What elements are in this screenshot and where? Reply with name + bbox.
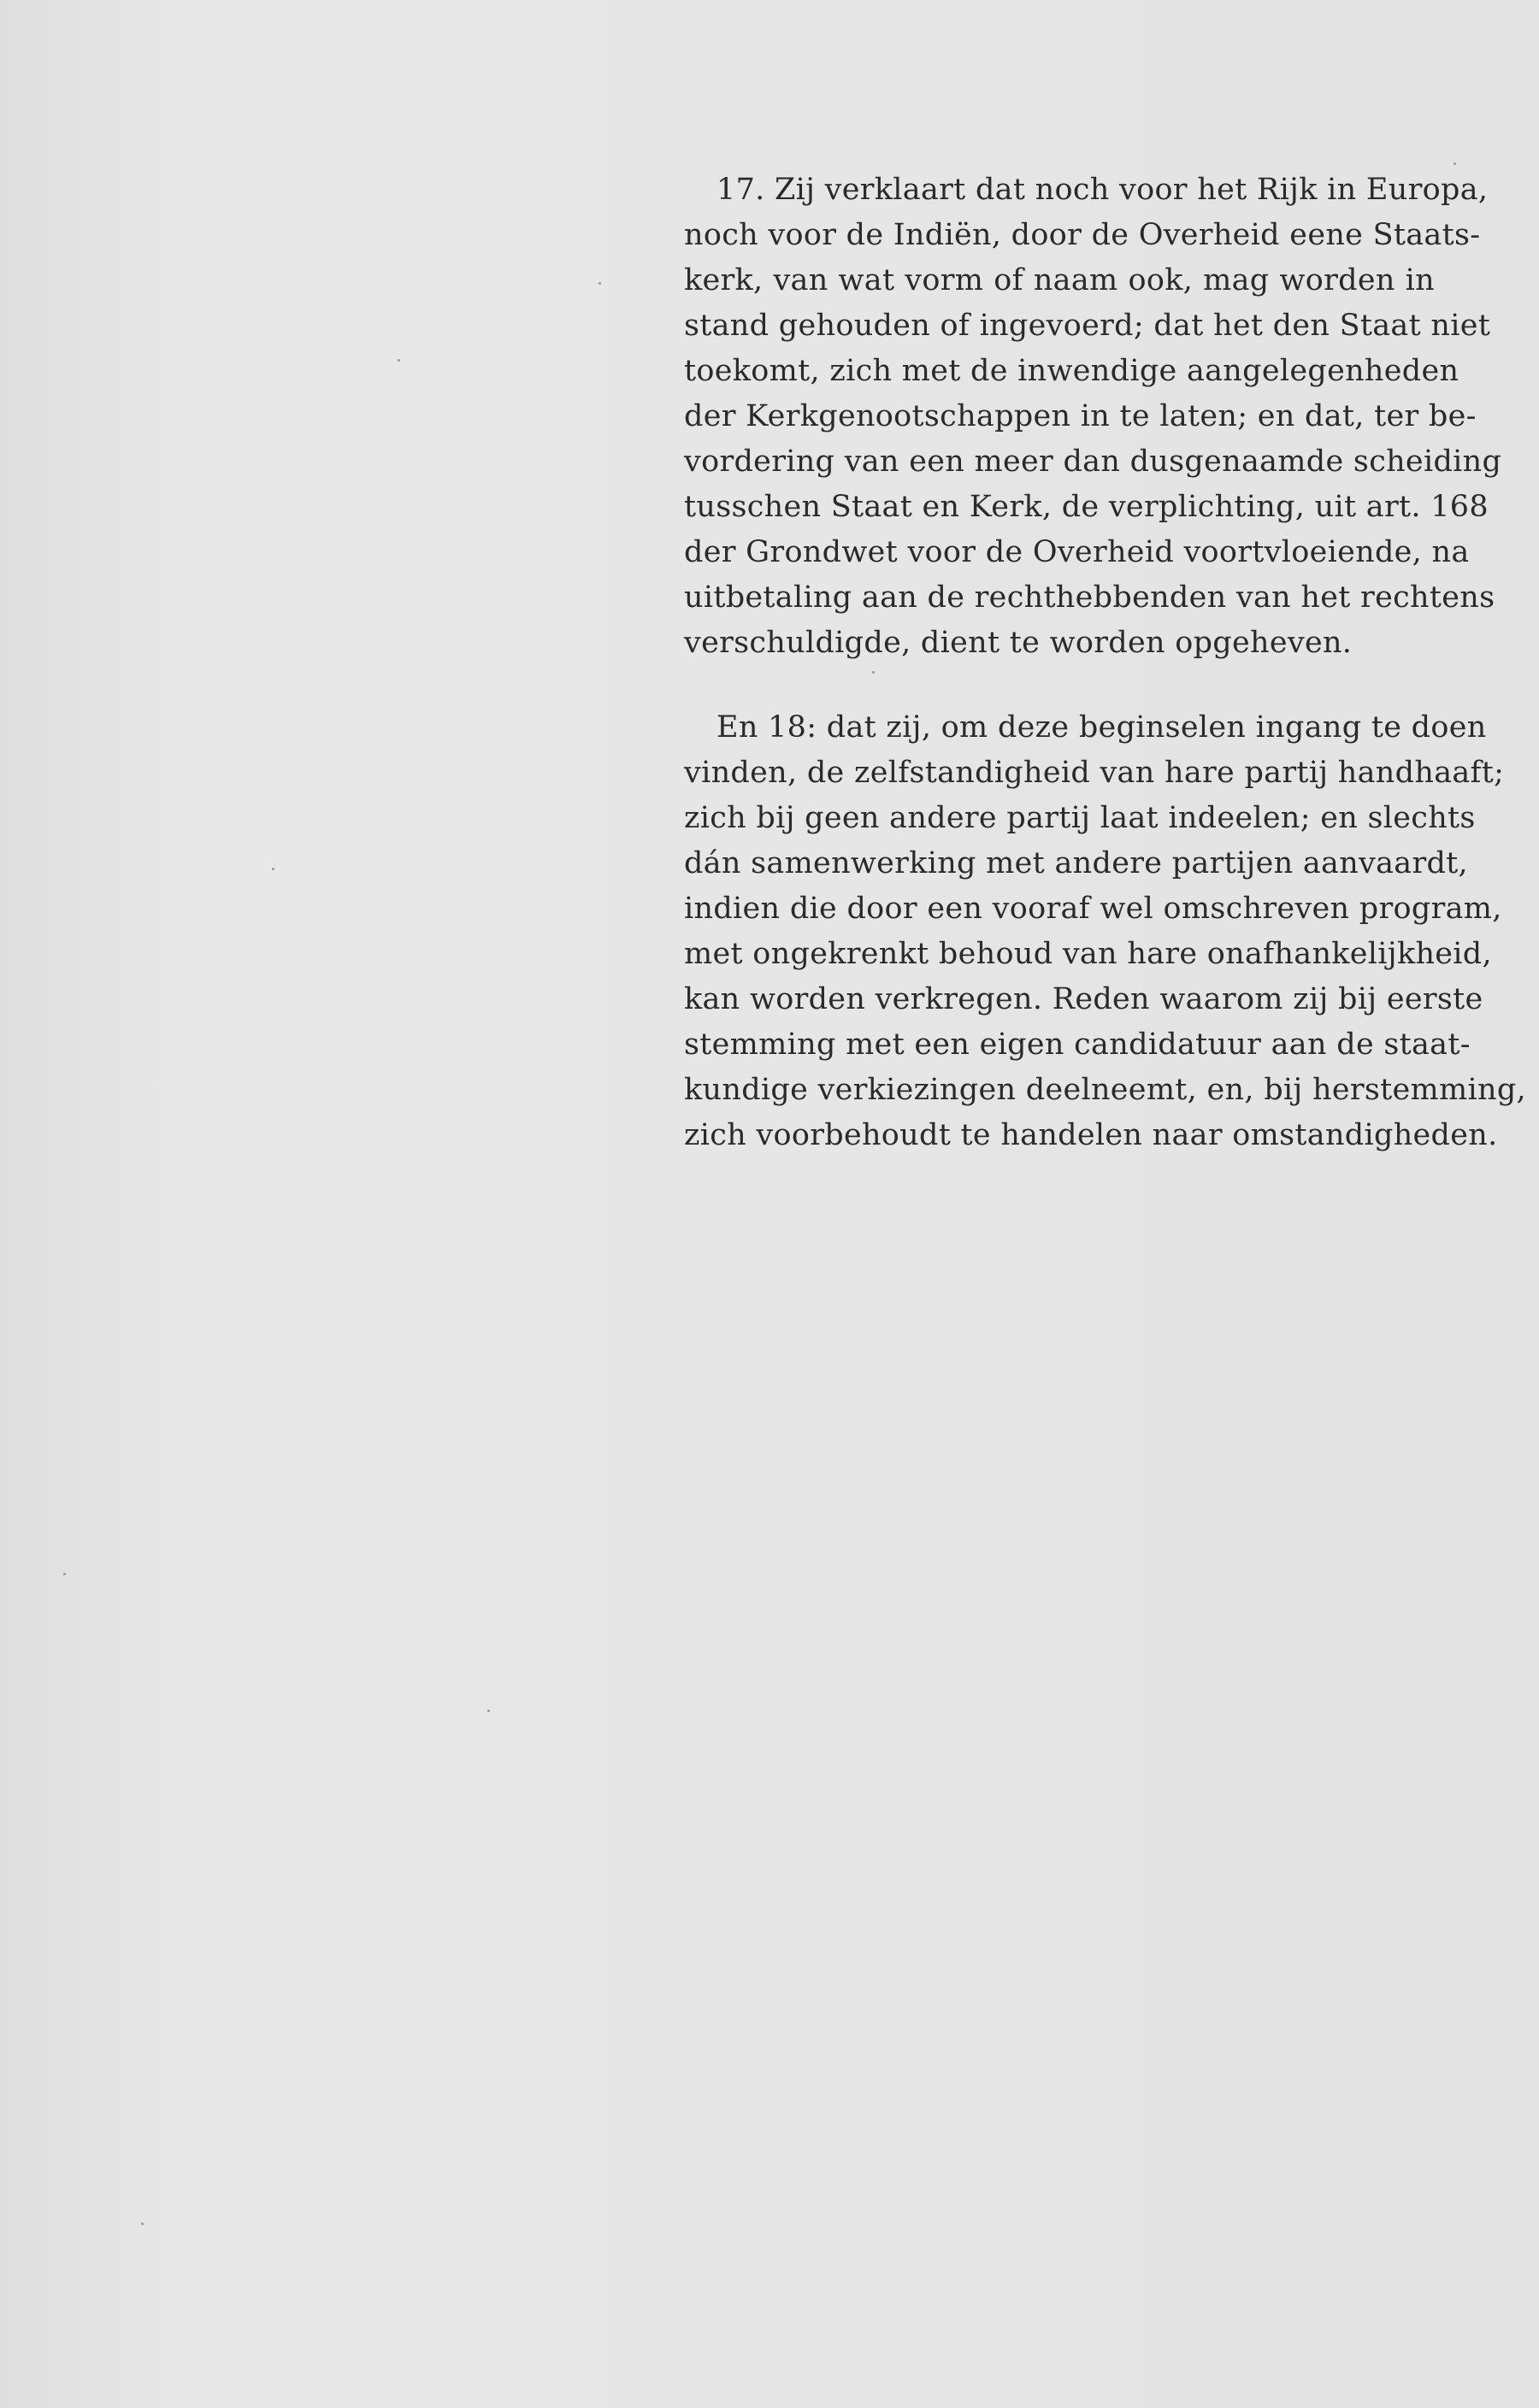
paper-speck	[398, 359, 400, 362]
article-17-paragraph	[684, 168, 1502, 666]
article-17-line-3: kerk, van wat vorm of naam ook, mag worden in	[684, 263, 1435, 297]
paper-speck	[63, 1573, 66, 1575]
article-17-line-8: tusschen Staat en Kerk, de verplichting, uit art. 168	[684, 490, 1489, 524]
paper-speck	[598, 282, 601, 285]
paper-speck	[487, 1710, 490, 1712]
article-18-line-2: vinden, de zelfstandigheid van hare partij handhaaft;	[684, 756, 1505, 790]
article-17-line-2: noch voor de Indiën, door de Overheid eene Staats-	[684, 218, 1481, 252]
article-18-line-7: kan worden verkregen. Reden waarom zij bij eerste	[684, 982, 1483, 1016]
article-18-line-6: met ongekrenkt behoud van hare onafhankelijkheid,	[684, 937, 1492, 971]
article-18-line-10: zich voorbehoudt te handelen naar omstandigheden.	[684, 1118, 1498, 1152]
article-17-line-11: verschuldigde, dient te worden opgeheven.	[684, 626, 1353, 660]
article-18-line-5: indien die door een vooraf wel omschreven program,	[684, 892, 1502, 926]
paper-speck	[141, 2223, 144, 2225]
article-17-line-10: uitbetaling aan de rechthebbenden van het rechtens	[684, 580, 1495, 615]
article-18-line-9: kundige verkiezingen deelneemt, en, bij herstemming,	[684, 1073, 1526, 1107]
paper-speck	[1454, 162, 1456, 165]
article-17-line-6: der Kerkgenootschappen in te laten; en dat, ter be-	[684, 399, 1477, 433]
article-17-line-5: toekomt, zich met de inwendige aangelegenheden	[684, 354, 1459, 388]
article-18-line-8: stemming met een eigen candidatuur aan de staat-	[684, 1027, 1471, 1062]
article-18-line-3: zich bij geen andere partij laat indeelen; en slechts	[684, 801, 1476, 835]
article-17-line-4: stand gehouden of ingevoerd; dat het den Staat niet	[684, 309, 1491, 343]
paper-speck	[272, 868, 274, 870]
article-18-line-4: dán samenwerking met andere partijen aanvaardt,	[684, 846, 1468, 880]
paper-speck	[872, 671, 875, 674]
article-18-line-1: En 18: dat zij, om deze beginselen ingang te doen	[716, 710, 1487, 745]
article-17-line-1: 17. Zij verklaart dat noch voor het Rijk in Europa,	[716, 173, 1489, 207]
article-17-line-9: der Grondwet voor de Overheid voortvloeiende, na	[684, 535, 1470, 569]
article-17-line-7: vordering van een meer dan dusgenaamde scheiding	[684, 445, 1502, 479]
article-18-paragraph	[684, 705, 1526, 1158]
